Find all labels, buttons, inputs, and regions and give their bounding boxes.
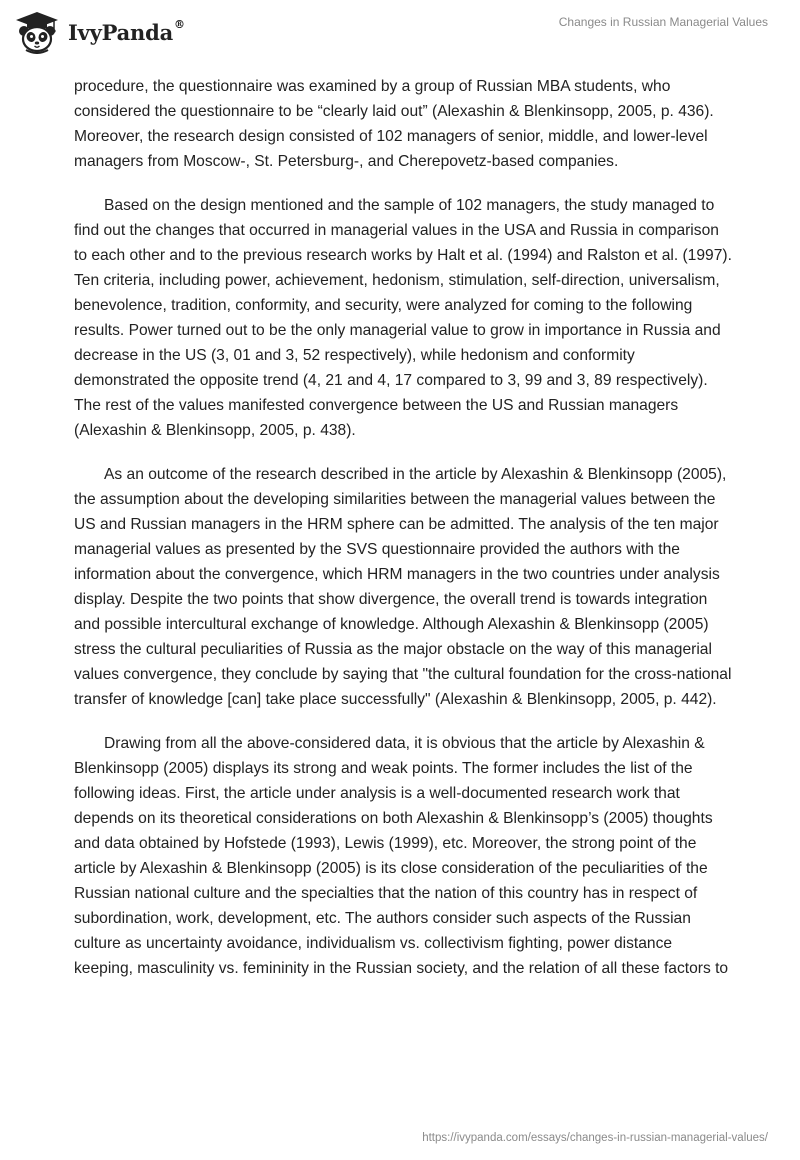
ivypanda-logo[interactable] [14,10,185,54]
paragraph: As an outcome of the research described in the article by Alexashin & Blenkinsopp (2005), the assumption about the developing similarities between the managerial values between the US and Russian managers in the HRM sphere can be admitted. The analysis of the ten major managerial values as presented by the SVS questionnaire provided the authors with the information about the convergence, which HRM managers in the two countries under analysis display. Despite the two points that show divergence, the overall trend is towards integration and possible intercultural exchange of knowledge. Although Alexashin & Blenkinsopp (2005) stress the cultural peculiarities of Russia as the major obstacle on the way of this managerial values convergence, they conclude by saying that "the cultural foundation for the cross-national transfer of knowledge [can] take place successfully" (Alexashin & Blenkinsopp, 2005, p. 442). [74,466,732,708]
source-url[interactable]: https://ivypanda.com/essays/changes-in-russian-managerial-values/ [422,1132,768,1144]
paragraph-continued: procedure, the questionnaire was examined by a group of Russian MBA students, who considered the questionnaire to be “clearly laid out” (Alexashin & Blenkinsopp, 2005, p. 436). Moreover, the research design consisted of 102 managers of senior, middle, and lower-level managers from Moscow-, St. Petersburg-, and Cherepovetz-based companies. [74,78,714,170]
essay-body [74,74,734,1000]
paragraph: Drawing from all the above-considered data, it is obvious that the article by Alexashin & Blenkinsopp (2005) displays its strong and weak points. The former includes the list of the following ideas. First, the article under analysis is a well-documented research work that depends on its theoretical considerations on both Alexashin & Blenkinsopp’s (2005) thoughts and data obtained by Hofstede (1993), Lewis (1999), etc. Moreover, the strong point of the article by Alexashin & Blenkinsopp (2005) is its close consideration of the peculiarities of the Russian national culture and the specialties that the nation of this country has in respect of subordination, work, development, etc. The authors consider such aspects of the Russian culture as uncertainty avoidance, individualism vs. collectivism fighting, power distance keeping, masculinity vs. femininity in the Russian society, and the relation of all these factors to [74,735,729,977]
panda-graduate-icon [14,10,60,54]
page-header [0,0,800,60]
paragraph: Based on the design mentioned and the sample of 102 managers, the study managed to find out the changes that occurred in managerial values in the USA and Russia in comparison to each other and to the previous research works by Halt et al. (1994) and Ralston et al. (1997). Ten criteria, including power, achievement, hedonism, stimulation, self-direction, universalism, benevolence, tradition, conformity, and security, were analyzed for coming to the following results. Power turned out to be the only managerial value to grow in importance in Russia and decrease in the US (3, 01 and 3, 52 respectively), while hedonism and conformity demonstrated the opposite trend (4, 21 and 4, 17 compared to 3, 99 and 3, 89 respectively). The rest of the values manifested convergence between the US and Russian managers (Alexashin & Blenkinsopp, 2005, p. 438). [74,197,732,439]
brand-name: IvyPanda® [68,17,185,45]
document-title: Changes in Russian Managerial Values [558,15,768,29]
